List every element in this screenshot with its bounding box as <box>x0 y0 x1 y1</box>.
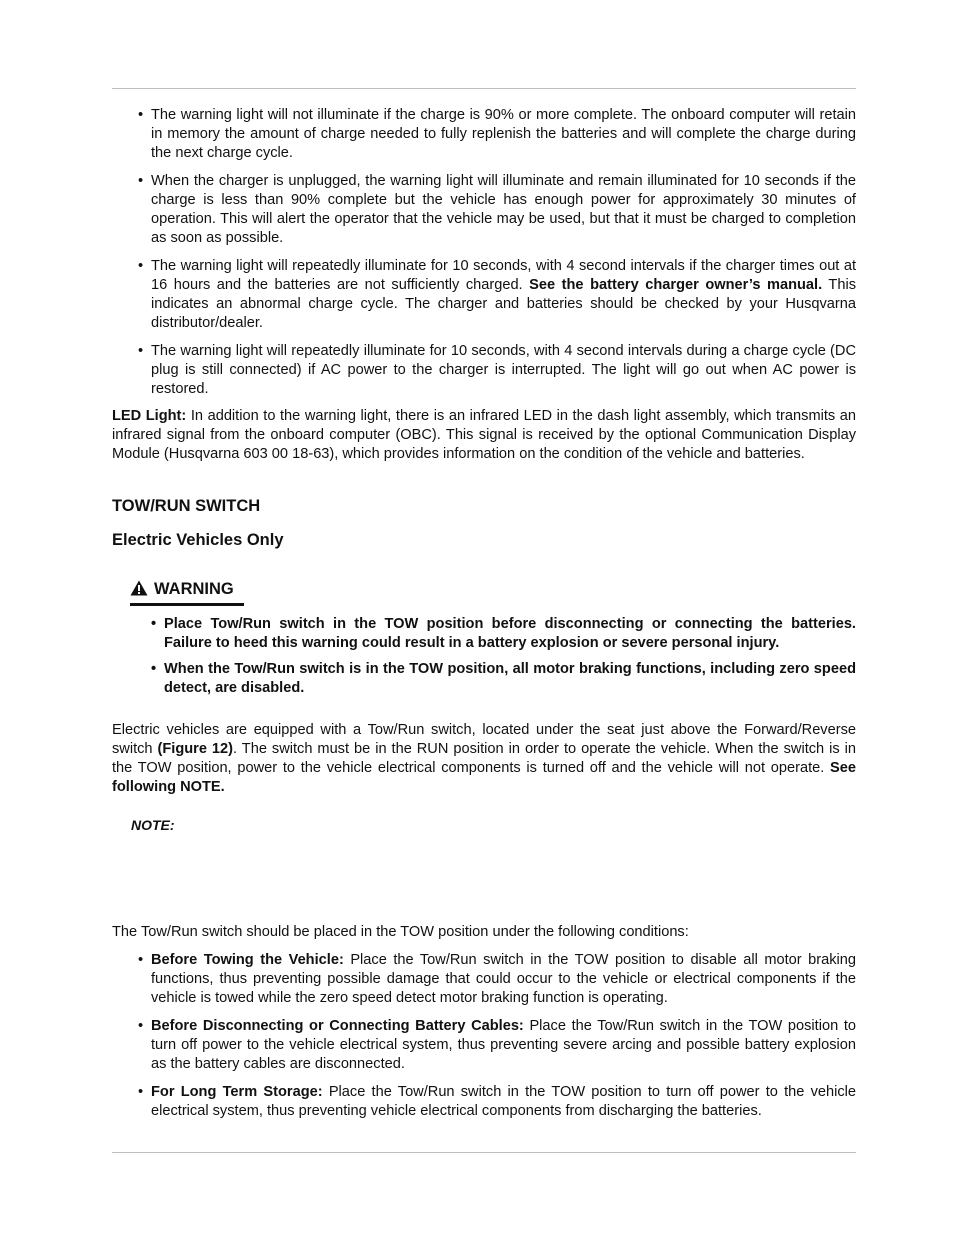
tow-run-paragraph: Electric vehicles are equipped with a Tow/Run switch, located under the seat just above the Forward/Reverse switch (Figure 12). The switch must be in the RUN position in order to operate the vehicle. When the switch is in the TOW position, power to the vehicle electrical components is turned off and the vehicle will not operate. See following NOTE. <box>112 722 856 795</box>
list-item: • Before Disconnecting or Connecting Battery Cables: Place the Tow/Run switch in the TOW position to turn off power to the vehicle electrical system, thus preventing severe arcing and possible battery explosion as the battery cables are disconnected. <box>151 1017 856 1074</box>
footer-rule <box>112 1152 856 1153</box>
warning-heading: WARNING <box>130 579 244 606</box>
list-item: • The warning light will not illuminate if the charge is 90% or more complete. The onboard computer will retain in memory the amount of charge needed to fully replenish the batteries and will complete the charge during the next charge cycle. <box>151 106 856 163</box>
warning-list <box>112 615 856 698</box>
list-item: • The warning light will repeatedly illuminate for 10 seconds, with 4 second intervals during a charge cycle (DC plug is still connected) if AC power to the charger is interrupted. The light will go out when AC power is restored. <box>151 342 856 399</box>
list-item: • The warning light will repeatedly illuminate for 10 seconds, with 4 second intervals if the charger times out at 16 hours and the batteries are not sufficiently charged. See the battery charger owner’s manual. This indicates an abnormal charge cycle. The charger and batteries should be checked by your Husqvarna distributor/dealer. <box>151 257 856 333</box>
warning-light-bullets <box>112 106 856 399</box>
warning-triangle-icon <box>130 580 148 596</box>
note-label: NOTE: <box>131 817 175 833</box>
page-content <box>112 106 856 1121</box>
list-item: • Before Towing the Vehicle: Place the Tow/Run switch in the TOW position to disable all motor braking functions, thus preventing possible damage that could occur to the vehicle or electrical components if the vehicle is towed while the zero speed detect motor braking function is operating. <box>151 951 856 1008</box>
section-title: TOW/RUN SWITCH <box>112 497 261 515</box>
header-rule <box>112 88 856 89</box>
list-item: • Place Tow/Run switch in the TOW position before disconnecting or connecting the batteries. Failure to heed this warning could result in a battery explosion or severe personal injury. <box>164 615 856 653</box>
subsection-title: Electric Vehicles Only <box>112 531 284 549</box>
conditions-intro: The Tow/Run switch should be placed in the TOW position under the following conditions: <box>112 924 689 940</box>
conditions-list <box>112 951 856 1121</box>
list-item: • For Long Term Storage: Place the Tow/Run switch in the TOW position to turn off power to the vehicle electrical system, thus preventing vehicle electrical components from discharging the batteries. <box>151 1083 856 1121</box>
list-item: • When the charger is unplugged, the warning light will illuminate and remain illuminated for 10 seconds if the charge is less than 90% complete but the vehicle has enough power for approximately 30 minutes of operation. This will alert the operator that the vehicle may be used, but that it must be charged to completion as soon as possible. <box>151 172 856 248</box>
led-light-paragraph: LED Light: In addition to the warning light, there is an infrared LED in the dash light assembly, which transmits an infrared signal from the onboard computer (OBC). This signal is received by the optional Communication Display Module (Husqvarna 603 00 18-63), which provides information on the condition of the vehicle and batteries. <box>112 408 856 462</box>
list-item: • When the Tow/Run switch is in the TOW position, all motor braking functions, including zero speed detect, are disabled. <box>164 660 856 698</box>
